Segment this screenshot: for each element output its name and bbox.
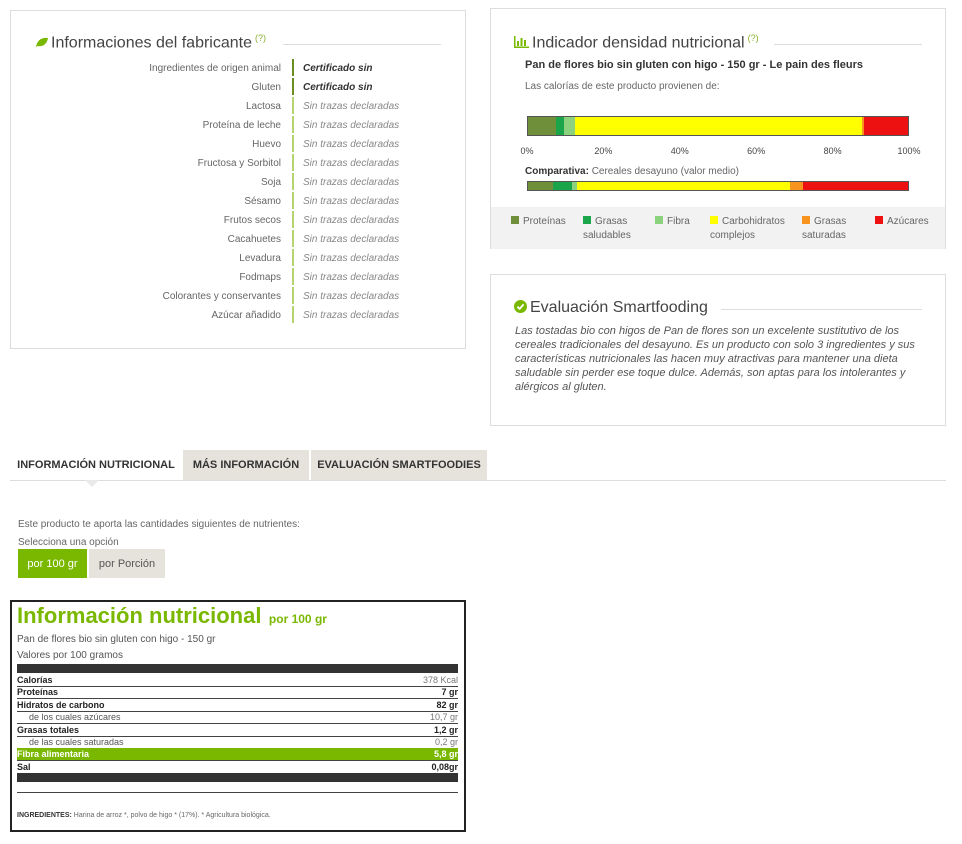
smartfooding-text: Las tostadas bio con higos de Pan de flores son un excelente sustitutivo de los cereales tradicionales del desayuno. Es un producto con solo 3 ingredientes y sus características nutricionales las hacen muy atractivas para mantener una dieta saludable sin perder ese toque dulce. Además, son aptas para los intolerantes y alérgicos al gluten. — [515, 325, 915, 393]
bar-segment — [790, 182, 803, 190]
status-bar — [292, 97, 294, 114]
ingredients-label: INGREDIENTES: — [17, 812, 72, 819]
row-value: Sin trazas declaradas — [303, 253, 400, 264]
status-bar — [292, 116, 294, 133]
bar-segment — [575, 117, 862, 135]
help-link[interactable]: (?) — [255, 33, 266, 43]
nutrient-value: 10,7 gr — [429, 712, 458, 723]
title-rule — [721, 309, 922, 310]
legend-swatch — [875, 216, 883, 224]
bar-segment — [556, 117, 564, 135]
legend-item — [655, 215, 695, 229]
title-rule — [774, 44, 922, 45]
manufacturer-row — [11, 192, 471, 211]
nutrient-name: Sal — [17, 761, 31, 772]
manufacturer-row — [11, 97, 471, 116]
nutrient-name: Fibra alimentaria — [17, 749, 90, 760]
row-value: Sin trazas declaradas — [303, 291, 400, 302]
stack — [528, 117, 908, 135]
row-label: Sésamo — [244, 196, 281, 207]
tab-evaluacion-smartfoodies[interactable]: EVALUACIÓN SMARTFOODIES — [311, 450, 487, 480]
active-tab-indicator — [85, 480, 99, 487]
smartfooding-card — [490, 274, 946, 426]
density-title: Indicador densidad nutricional (?) — [514, 33, 759, 52]
status-bar — [292, 154, 294, 171]
legend-item — [511, 215, 581, 229]
manufacturer-row — [11, 78, 471, 97]
legend-label: Azúcares — [887, 216, 929, 227]
label-row — [17, 699, 458, 712]
tick-label: 100% — [897, 146, 921, 156]
status-bar — [292, 211, 294, 228]
manufacturer-row — [11, 173, 471, 192]
row-value: Sin trazas declaradas — [303, 215, 400, 226]
label-thick-rule — [17, 664, 458, 673]
help-link[interactable]: (?) — [747, 33, 759, 43]
row-value: Sin trazas declaradas — [303, 101, 400, 112]
status-bar — [292, 287, 294, 304]
manufacturer-row — [11, 211, 471, 230]
bar-segment — [577, 182, 791, 190]
tick-label: 40% — [670, 146, 689, 156]
status-bar — [292, 192, 294, 209]
row-value: Certificado sin — [303, 63, 373, 74]
nutrition-intro: Este producto te aporta las cantidades siguientes de nutrientes: — [18, 519, 300, 530]
nutrient-name: de los cuales azúcares — [29, 712, 121, 723]
row-value: Sin trazas declaradas — [303, 120, 400, 131]
tick-label: 60% — [747, 146, 766, 156]
label-row — [17, 761, 458, 774]
legend-label: Carbohidratos complejos — [710, 216, 785, 241]
label-thin-rule — [17, 792, 458, 793]
label-thick-rule — [17, 773, 458, 782]
label-values-per: Valores por 100 gramos — [17, 650, 123, 661]
calories-from-text: Las calorías de este producto provienen de: — [525, 81, 720, 92]
bar-segment — [564, 117, 575, 135]
nutrient-value: 378 Kcal — [422, 675, 458, 685]
comparative-line — [525, 166, 739, 177]
manufacturer-row — [11, 59, 471, 78]
row-label: Gluten — [251, 82, 281, 93]
legend-swatch — [583, 216, 591, 224]
row-value: Sin trazas declaradas — [303, 158, 400, 169]
stack — [528, 182, 908, 190]
tick-label: 20% — [594, 146, 613, 156]
label-row — [17, 674, 458, 687]
status-bar — [292, 173, 294, 190]
legend-item — [875, 215, 935, 229]
status-bar — [292, 306, 294, 323]
title-rule — [283, 44, 441, 45]
bar-segment — [553, 182, 572, 190]
tab-mas-informacion[interactable]: MÁS INFORMACIÓN — [183, 450, 309, 480]
row-value: Sin trazas declaradas — [303, 196, 400, 207]
check-circle-icon — [514, 300, 527, 313]
row-label: Soja — [260, 177, 281, 188]
row-value: Sin trazas declaradas — [303, 272, 400, 283]
legend-swatch — [655, 216, 663, 224]
row-label: Huevo — [252, 139, 281, 150]
product-name: Pan de flores bio sin gluten con higo - 150 gr - Le pain des fleurs — [525, 59, 863, 71]
manufacturer-row — [11, 116, 471, 135]
label-row — [17, 724, 458, 737]
row-value: Certificado sin — [303, 82, 373, 93]
option-per-portion-button[interactable]: por Porción — [89, 549, 165, 578]
manufacturer-card — [10, 10, 466, 349]
label-row — [17, 711, 458, 724]
legend-item — [802, 215, 862, 243]
row-label: Levadura — [239, 253, 281, 264]
manufacturer-row — [11, 230, 471, 249]
nutrient-value: 1,2 gr — [433, 724, 458, 735]
row-label: Ingredientes de origen animal — [149, 63, 281, 74]
nutrient-name: Hidratos de carbono — [17, 699, 105, 710]
manufacturer-row — [11, 249, 471, 268]
bar-segment — [864, 117, 908, 135]
legend — [491, 207, 945, 249]
comparative-label: Comparativa: — [525, 166, 589, 177]
option-per-100g-button[interactable]: por 100 gr — [18, 549, 87, 578]
status-bar — [292, 230, 294, 247]
nutrient-value: 7 gr — [441, 687, 458, 698]
nutrient-name: Grasas totales — [17, 724, 80, 735]
axis-ticks — [520, 146, 921, 158]
leaf-icon — [35, 37, 49, 48]
ingredients-text: Harina de arroz *, polvo de higo * (17%). * Agricultura biológica. — [73, 812, 271, 819]
nutrient-value: 5,8 gr — [433, 749, 458, 760]
legend-swatch — [710, 216, 718, 224]
row-value: Sin trazas declaradas — [303, 310, 400, 321]
status-bar — [292, 78, 294, 95]
tick-label: 0% — [520, 146, 534, 156]
legend-swatch — [802, 216, 810, 224]
row-label: Fodmaps — [239, 272, 281, 283]
comparative-text: Cereales desayuno (valor medio) — [591, 166, 739, 177]
row-value: Sin trazas declaradas — [303, 177, 400, 188]
row-label: Azúcar añadido — [211, 310, 281, 321]
nutrient-value: 82 gr — [436, 699, 458, 710]
legend-label: Fibra — [667, 216, 690, 227]
row-label: Colorantes y conservantes — [162, 291, 281, 302]
label-row — [17, 686, 458, 699]
comparative-stacked-bar — [527, 181, 909, 191]
label-per: por 100 gr — [268, 612, 327, 626]
nutrient-value: 0,08gr — [431, 761, 458, 772]
legend-item — [710, 215, 800, 243]
status-bar — [292, 268, 294, 285]
select-option-label: Selecciona una opción — [18, 537, 119, 548]
row-label: Proteína de leche — [202, 120, 281, 131]
legend-label: Proteínas — [523, 216, 566, 227]
nutrition-label-heading — [17, 603, 327, 629]
legend-swatch — [511, 216, 519, 224]
legend-label: Grasas saludables — [583, 216, 631, 241]
label-row — [17, 736, 458, 749]
bar-segment — [803, 182, 908, 190]
manufacturer-row — [11, 135, 471, 154]
label-ingredients — [17, 812, 271, 819]
manufacturer-title: Informaciones del fabricante (?) — [35, 33, 266, 52]
tab-informacion-nutricional[interactable]: INFORMACIÓN NUTRICIONAL — [10, 450, 182, 480]
label-title: Información nutricional — [17, 603, 262, 628]
nutrient-name: Calorías — [17, 675, 53, 685]
manufacturer-row — [11, 268, 471, 287]
status-bar — [292, 249, 294, 266]
manufacturer-row — [11, 287, 471, 306]
label-row — [17, 748, 458, 761]
product-stacked-bar — [527, 116, 909, 136]
legend-label: Grasas saturadas — [802, 216, 847, 241]
nutrient-name: Proteínas — [17, 687, 59, 698]
manufacturer-row — [11, 306, 471, 325]
status-bar — [292, 59, 294, 76]
tick-label: 80% — [823, 146, 842, 156]
row-label: Lactosa — [245, 101, 281, 112]
status-bar — [292, 135, 294, 152]
bar-chart-icon — [514, 36, 529, 48]
smartfooding-title: Evaluación Smartfooding — [514, 299, 708, 317]
bar-segment — [528, 182, 553, 190]
row-label: Fructosa y Sorbitol — [197, 158, 281, 169]
row-value: Sin trazas declaradas — [303, 234, 400, 245]
manufacturer-row — [11, 154, 471, 173]
tabs-bar — [10, 480, 946, 481]
row-value: Sin trazas declaradas — [303, 139, 400, 150]
density-card — [490, 8, 946, 249]
nutrient-name: de las cuales saturadas — [29, 737, 124, 747]
row-label: Frutos secos — [223, 215, 281, 226]
legend-item — [583, 215, 643, 243]
row-label: Cacahuetes — [227, 234, 281, 245]
bar-segment — [528, 117, 556, 135]
nutrient-value: 0,2 gr — [434, 737, 458, 747]
label-product: Pan de flores bio sin gluten con higo - 150 gr — [17, 634, 216, 645]
